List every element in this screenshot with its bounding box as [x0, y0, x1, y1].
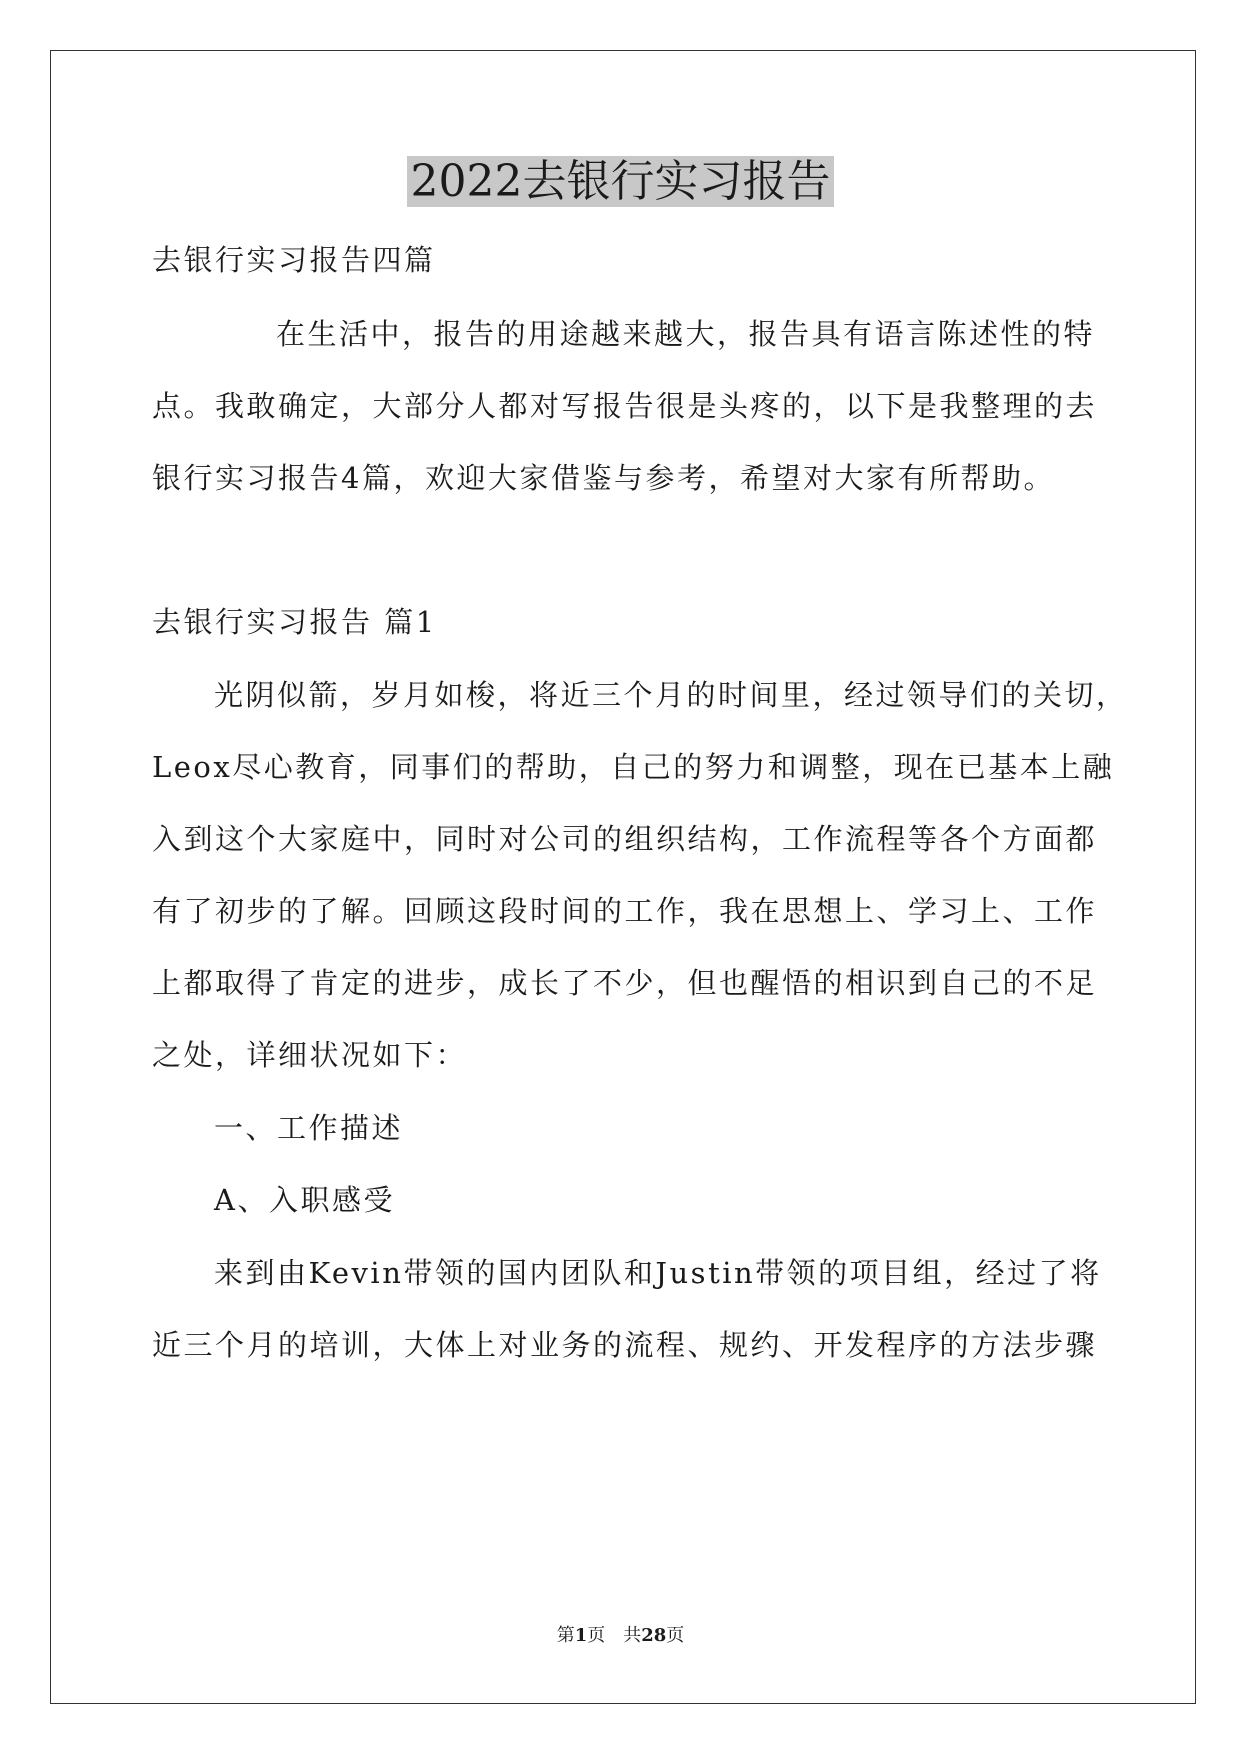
page-footer: [0, 1624, 1241, 1648]
body-line: 上都取得了肯定的进步，成长了不少，但也醒悟的相识到自己的不足: [152, 966, 1098, 1000]
intro-line: 银行实习报告4篇，欢迎大家借鉴与参考，希望对大家有所帮助。: [152, 461, 1055, 495]
body-line: 光阴似箭，岁月如梭，将近三个月的时间里，经过领导们的关切，: [214, 678, 1128, 712]
section-heading: 去银行实习报告 篇1: [152, 605, 437, 639]
body-line: 来到由Kevin带领的国内团队和Justin带领的项目组，经过了将: [214, 1256, 1102, 1290]
sub-heading: A、入职感受: [214, 1183, 395, 1217]
body-line: Leox尽心教育，同事们的帮助，自己的努力和调整，现在已基本上融: [152, 750, 1115, 784]
intro-line: 点。我敢确定，大部分人都对写报告很是头疼的，以下是我整理的去: [152, 389, 1098, 423]
sub-heading: 一、工作描述: [214, 1111, 404, 1145]
document-title-text: 2022去银行实习报告: [407, 156, 835, 207]
document-title: [0, 152, 1241, 212]
body-line: 有了初步的了解。回顾这段时间的工作，我在思想上、学习上、工作: [152, 894, 1098, 928]
footer-prefix: 第: [556, 1625, 575, 1646]
page-border: [50, 50, 1196, 1704]
body-line: 之处，详细状况如下：: [152, 1038, 468, 1072]
intro-line: 在生活中，报告的用途越来越大，报告具有语言陈述性的特: [276, 317, 1096, 351]
body-line: 近三个月的培训，大体上对业务的流程、规约、开发程序的方法步骤: [152, 1328, 1098, 1362]
footer-suffix: 页: [666, 1625, 685, 1646]
footer-page-number: 1: [574, 1625, 588, 1646]
body-line: 入到这个大家庭中，同时对公司的组织结构，工作流程等各个方面都: [152, 822, 1098, 856]
footer-mid: 页 共: [587, 1625, 642, 1646]
footer-total-pages: 28: [641, 1625, 667, 1646]
document-subtitle: 去银行实习报告四篇: [152, 243, 436, 277]
